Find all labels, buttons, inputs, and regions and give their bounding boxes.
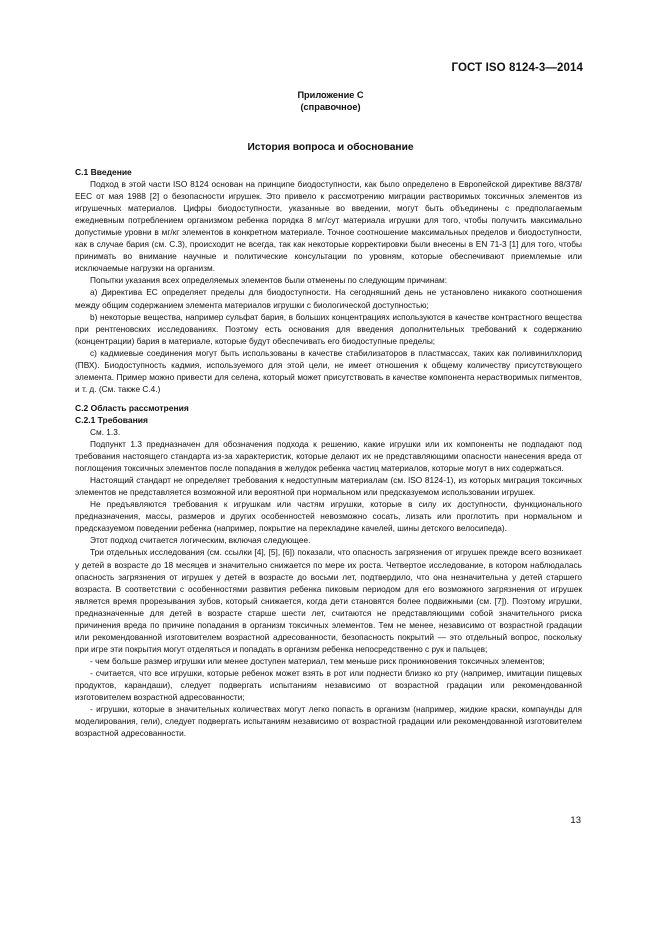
paragraph: Подпункт 1.3 предназначен для обозначения подхода к решению, какие игрушки или их компоненты не подпадают под требования настоящего стандарта из-за характеристик, которые делают их не представляющими опасности нанесения вреда от поглощения токсичных элементов после попадания в желудок ребенка частиц материалов, которые могут в них содержаться. — [75, 439, 582, 474]
annex-type: (справочное) — [300, 102, 361, 112]
standard-designation: ГОСТ ISO 8124-3—2014 — [451, 62, 583, 74]
annex-heading — [0, 89, 661, 113]
paragraph: Этот подход считается логическим, включая следующее. — [90, 535, 311, 546]
paragraph: Подход в этой части ISO 8124 основан на принципе биодоступности, как было определено в Европейской директиве 88/378/ЕЕС от мая 1988 [2] о безопасности игрушек. Это привело к рассмотрению миграции растворимых токсичных элементов из игрушечных материалов. Цифры биодоступности, указанные во введении, могут быть объединены с предполагаемым ежедневным потреблением организмом ребенка порядка 8 мг/сут материала игрушки для того, чтобы получить максимально допустимые уровни в мг/кг элементов в конкретном материале. Точное соотношение максимальных пределов и биодоступности, как в случае бария (см. С.3), происходит не всегда, так как некоторые корректировки были внесены в EN 71-3 [1] для того, чтобы принимать во внимание научные и политические консультации по уровням, которые обеспечивают приемлемые или исключаемые нагрузки на организм. — [75, 179, 582, 274]
list-item: - чем больше размер игрушки или менее доступен материал, тем меньше риск проникновения токсичных элементов; — [90, 655, 545, 666]
paragraph: Три отдельных исследования (см. ссылки [4], [5], [6]) показали, что опасность загрязнения от игрушек прежде всего возникает у детей в возрасте до 18 месяцев и значительно снижается по мере их роста. Четвертое исследование, в котором наблюдалась опасность загрязнения от игрушек у детей в возрасте до восьми лет, подтвердило, что она незначительна у детей старшего возраста. В соответствии с особенностями развития ребенка пиковым периодом для его возможного загрязнения от игрушек является время прорезывания зубов, который снижается, когда дети становятся более подвижными (см. [7]). Поэтому игрушки, предназначенные для детей в возрасте старше шести лет, считаются не представляющими собой значительного риска причинения вреда по причине попадания в организм токсичных элементов. Тем не менее, независимо от возрастной градации или рекомендованной изготовителем возрастной адресованности, безопасность покрытий — это отдельный вопрос, поскольку при игре эти покрытия могут отделяться и попадать в организм ребенка непосредственно с рук и пальцев; — [75, 547, 582, 654]
paragraph: Настоящий стандарт не определяет требования к недоступным материалам (см. ISO 8124-1), из которых миграция токсичных элементов не представляется возможной или вероятной при нормальном или предсказуемом использовании игрушек. — [75, 475, 582, 498]
section-heading-c2: С.2 Область рассмотрения — [75, 402, 189, 413]
list-item: - считается, что все игрушки, которые ребенок может взять в рот или поднести близко ко рту (например, имитации пищевых продуктов, карандаши), следует подвергать испытаниям независимо от возрастной градации или рекомендованной изготовителем возрастной адресованности; — [75, 667, 582, 703]
list-item: с) кадмиевые соединения могут быть использованы в качестве стабилизаторов в пластмассах, таких как поливинилхлорид (ПВХ). Биодоступность кадмия, используемого для этой цели, не имеет отношения к общему количеству присутствующего элемента. Пример можно привести для селена, который может присутствовать в качестве компонента нерастворимых пигментов, и т. д. (См. также С.4.) — [75, 347, 582, 394]
subsection-heading-c21: С.2.1 Требования — [75, 414, 148, 425]
document-body — [75, 166, 582, 739]
list-item: b) некоторые вещества, например сульфат бария, в больших концентрациях используются в качестве контрастного вещества при рентгеновских исследованиях. Поэтому есть основания для введения дополнительных требований к содержанию (концентрации) бария в материале, которые будут обеспечивать его биодоступные пределы; — [75, 311, 582, 346]
list-item: а) Директива ЕС определяет пределы для биодоступности. На сегодняшний день не установлено никакого соотношения между общим содержанием элемента материалов игрушки с биологической доступностью; — [75, 287, 582, 310]
annex-label: Приложение С — [297, 90, 364, 100]
paragraph: См. 1.3. — [90, 426, 121, 437]
page-number: 13 — [570, 815, 581, 826]
paragraph: Попытки указания всех определяемых элементов были отменены по следующим причинам: — [90, 275, 448, 286]
list-item: - игрушки, которые в значительных количествах могут легко попасть в организм (например, жидкие краски, компаунды для моделирования, гели), следует подвергать испытаниям независимо от возрастной градации или рекомендованной изготовителем возрастной адресованности. — [75, 704, 582, 739]
paragraph: Не предъявляются требования к игрушкам или частям игрушки, которые в силу их доступности, функционального предназначения, массы, размеров и других особенностей невозможно сосать, лизать или проглотить при нормальном и предсказуемом поведении ребенка (например, покрытие на перекладине качелей, шины детского велосипеда). — [75, 499, 582, 534]
annex-title: История вопроса и обоснование — [247, 142, 414, 153]
section-heading-c1: С.1 Введение — [75, 167, 132, 177]
